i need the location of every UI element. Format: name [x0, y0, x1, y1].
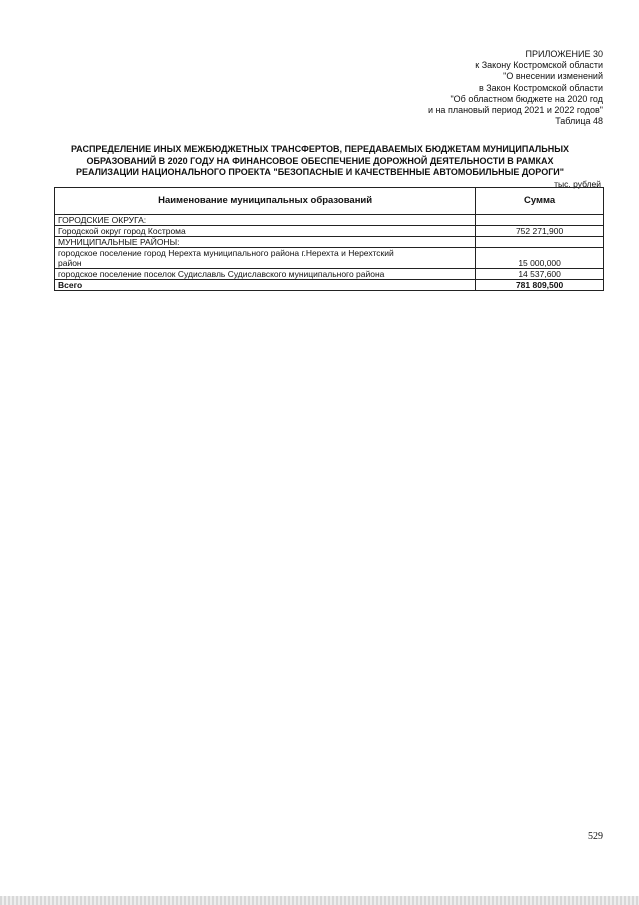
table-row	[55, 237, 604, 248]
row-sum	[476, 237, 604, 248]
appendix-line: и на плановый период 2021 и 2022 годов"	[427, 105, 603, 116]
row-sum: 15 000,000	[476, 248, 604, 269]
row-name-line: район	[58, 258, 82, 268]
row-sum	[476, 215, 604, 226]
table-number: Таблица 48	[555, 116, 603, 127]
table-row	[55, 226, 604, 237]
table-header-row	[55, 188, 604, 215]
row-sum: 752 271,900	[476, 226, 604, 237]
document-title	[40, 144, 600, 179]
row-name: Городской округ город Кострома	[55, 226, 476, 237]
group-label: МУНИЦИПАЛЬНЫЕ РАЙОНЫ:	[55, 237, 476, 248]
row-name: городское поселение поселок Судиславль Судиславского муниципального района	[55, 269, 476, 280]
title-line: ОБРАЗОВАНИЙ В 2020 ГОДУ НА ФИНАНСОВОЕ ОБЕСПЕЧЕНИЕ ДОРОЖНОЙ ДЕЯТЕЛЬНОСТИ В РАМКАХ	[86, 155, 554, 166]
appendix-line: к Закону Костромской области	[475, 60, 603, 71]
transfers-table	[54, 187, 604, 291]
appendix-line: "Об областном бюджете на 2020 год	[450, 93, 603, 104]
row-sum: 14 537,600	[476, 269, 604, 280]
table-row	[55, 215, 604, 226]
total-row	[55, 280, 604, 291]
table-row	[55, 248, 604, 269]
appendix-line: "О внесении изменений	[503, 71, 603, 82]
appendix-line: ПРИЛОЖЕНИЕ 30	[525, 49, 603, 59]
scan-edge-strip	[0, 896, 639, 905]
total-sum: 781 809,500	[476, 280, 604, 291]
table-row	[55, 269, 604, 280]
appendix-line: в Закон Костромской области	[478, 82, 603, 93]
row-name-line: городское поселение город Нерехта муниципального района г.Нерехта и Нерехтский	[58, 248, 394, 258]
page-number: 529	[588, 831, 603, 842]
title-line: РЕАЛИЗАЦИИ НАЦИОНАЛЬНОГО ПРОЕКТА "БЕЗОПАСНЫЕ И КАЧЕСТВЕННЫЕ АВТОМОБИЛЬНЫЕ ДОРОГИ"	[75, 167, 565, 177]
total-label: Всего	[55, 280, 476, 291]
units-label: тыс. рублей	[554, 179, 601, 189]
group-label: ГОРОДСКИЕ ОКРУГА:	[55, 215, 476, 226]
row-name	[55, 248, 476, 269]
column-header-sum: Сумма	[476, 188, 604, 215]
column-header-name: Наименование муниципальных образований	[55, 188, 476, 215]
title-line: РАСПРЕДЕЛЕНИЕ ИНЫХ МЕЖБЮДЖЕТНЫХ ТРАНСФЕРТОВ, ПЕРЕДАВАЕМЫХ БЮДЖЕТАМ МУНИЦИПАЛЬНЫХ	[70, 144, 570, 154]
appendix-header	[303, 49, 603, 127]
